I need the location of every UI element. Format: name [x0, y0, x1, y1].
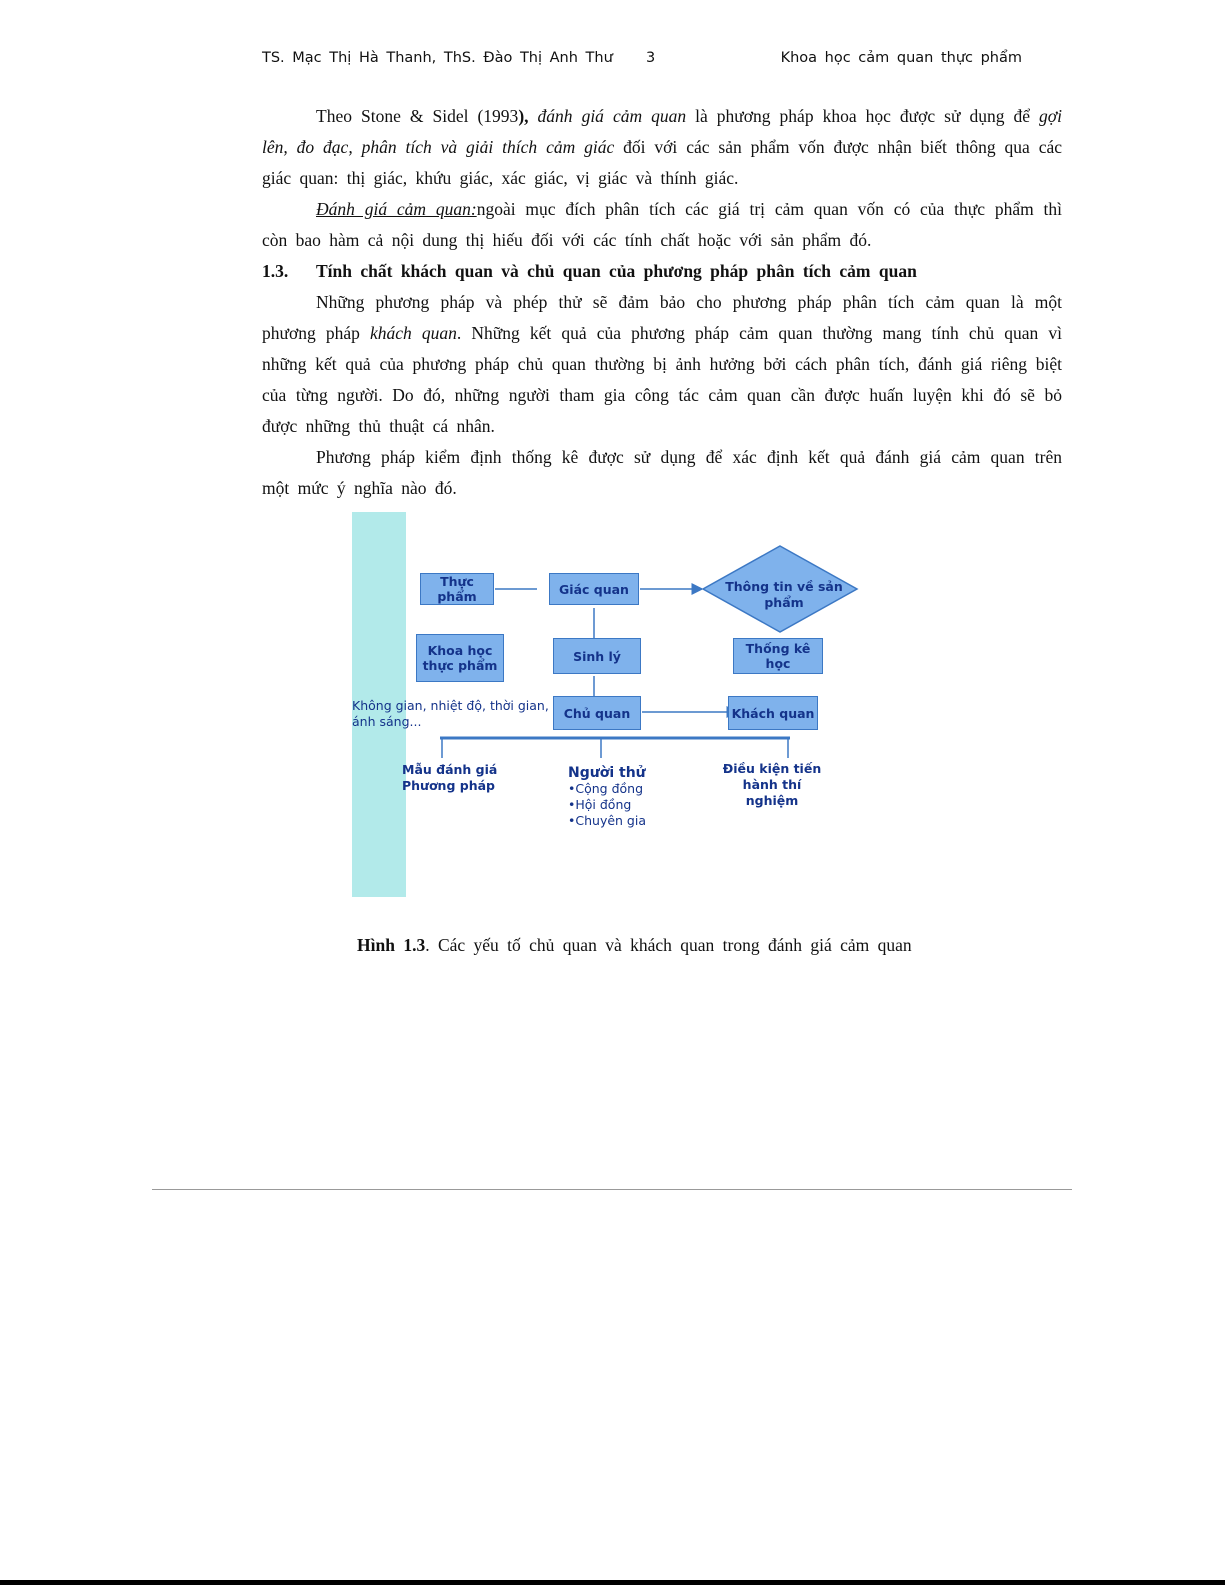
box-khoa-hoc: Khoa học thực phẩm — [416, 634, 504, 682]
term-khach-quan: khách quan — [370, 323, 457, 343]
term-danh-gia-cam-quan: đánh giá cảm quan — [537, 106, 687, 126]
box-thong-ke: Thống kê học — [733, 638, 823, 674]
label-thong-tin: Thông tin về sản phẩm — [725, 579, 843, 610]
header-authors: TS. Mạc Thị Hà Thanh, ThS. Đào Thị Anh Thư — [262, 50, 613, 66]
box-chu-quan: Chủ quan — [553, 696, 641, 730]
box-khach-quan: Khách quan — [728, 696, 818, 730]
header-page-number: 3 — [646, 50, 656, 66]
body-text-top — [262, 101, 1062, 504]
header-book-title: Khoa học cảm quan thực phẩm — [780, 50, 1022, 66]
label-mau-danh-gia: Mẫu đánh giá Phương pháp — [402, 762, 498, 793]
box-sinh-ly: Sinh lý — [553, 638, 641, 674]
caption-text: . Các yếu tố chủ quan và khách quan trong đánh giá cảm quan — [425, 935, 912, 955]
section-heading — [262, 256, 1062, 287]
term-cam-giac: gợi lên, đo đạc, phân tích và giải thích cảm giác — [262, 106, 1062, 157]
box-giac-quan: Giác quan — [549, 573, 639, 605]
paragraph-sensory-eval: Đánh giá cảm quan:ngoài mục đích phân tích các giá trị cảm quan vốn có của thực phẩm thì còn bao hàm cả nội dung thị hiếu đối với các tính chất hoặc với sản phẩm đó. — [262, 199, 1062, 250]
label-dieu-kien: Điều kiện tiến hành thí nghiệm — [722, 761, 822, 808]
caption-label: Hình 1.3 — [357, 935, 426, 955]
page-bottom-edge — [0, 1580, 1225, 1585]
footer-rule — [152, 1189, 1072, 1190]
term-underlined: Đánh giá cảm quan: — [316, 199, 477, 219]
section-number: 1.3. — [262, 261, 289, 281]
label-environment: Không gian, nhiệt độ, thời gian, ánh sáng... — [352, 698, 549, 729]
label-nguoi-thu: Người thử •Cộng đồng •Hội đồng •Chuyên gia — [568, 765, 646, 828]
paragraph-definition: Theo Stone & Sidel (1993), đánh giá cảm quan là phương pháp khoa học được sử dụng để gợi lên, đo đạc, phân tích và giải thích cảm giác đối với các sản phẩm vốn được nhận biết thông qua các giác quan: thị giác, khứu giác, xác giác, vị giác và thính giác. — [262, 106, 1063, 188]
paragraph-statistics: Phương pháp kiểm định thống kê được sử dụng để xác định kết quả đánh giá cảm quan trên một mức ý nghĩa nào đó. — [262, 447, 1062, 498]
page-header — [262, 50, 1022, 76]
figure-diagram — [352, 512, 872, 897]
section-title: Tính chất khách quan và chủ quan của phương pháp phân tích cảm quan — [316, 261, 917, 281]
paragraph-objective: Những phương pháp và phép thử sẽ đảm bảo cho phương pháp phân tích cảm quan là một phương pháp khách quan. Những kết quả của phương pháp cảm quan thường mang tính chủ quan vì những kết quả của phương pháp chủ quan thường bị ảnh hưởng bởi cách phân tích, đánh giá riêng biệt của từng người. Do đó, những người tham gia công tác cảm quan cần được huấn luyện khi đó sẽ bỏ được những thủ thuật cá nhân. — [262, 292, 1062, 436]
figure-caption — [357, 935, 912, 956]
box-thuc-pham: Thực phẩm — [420, 573, 494, 605]
